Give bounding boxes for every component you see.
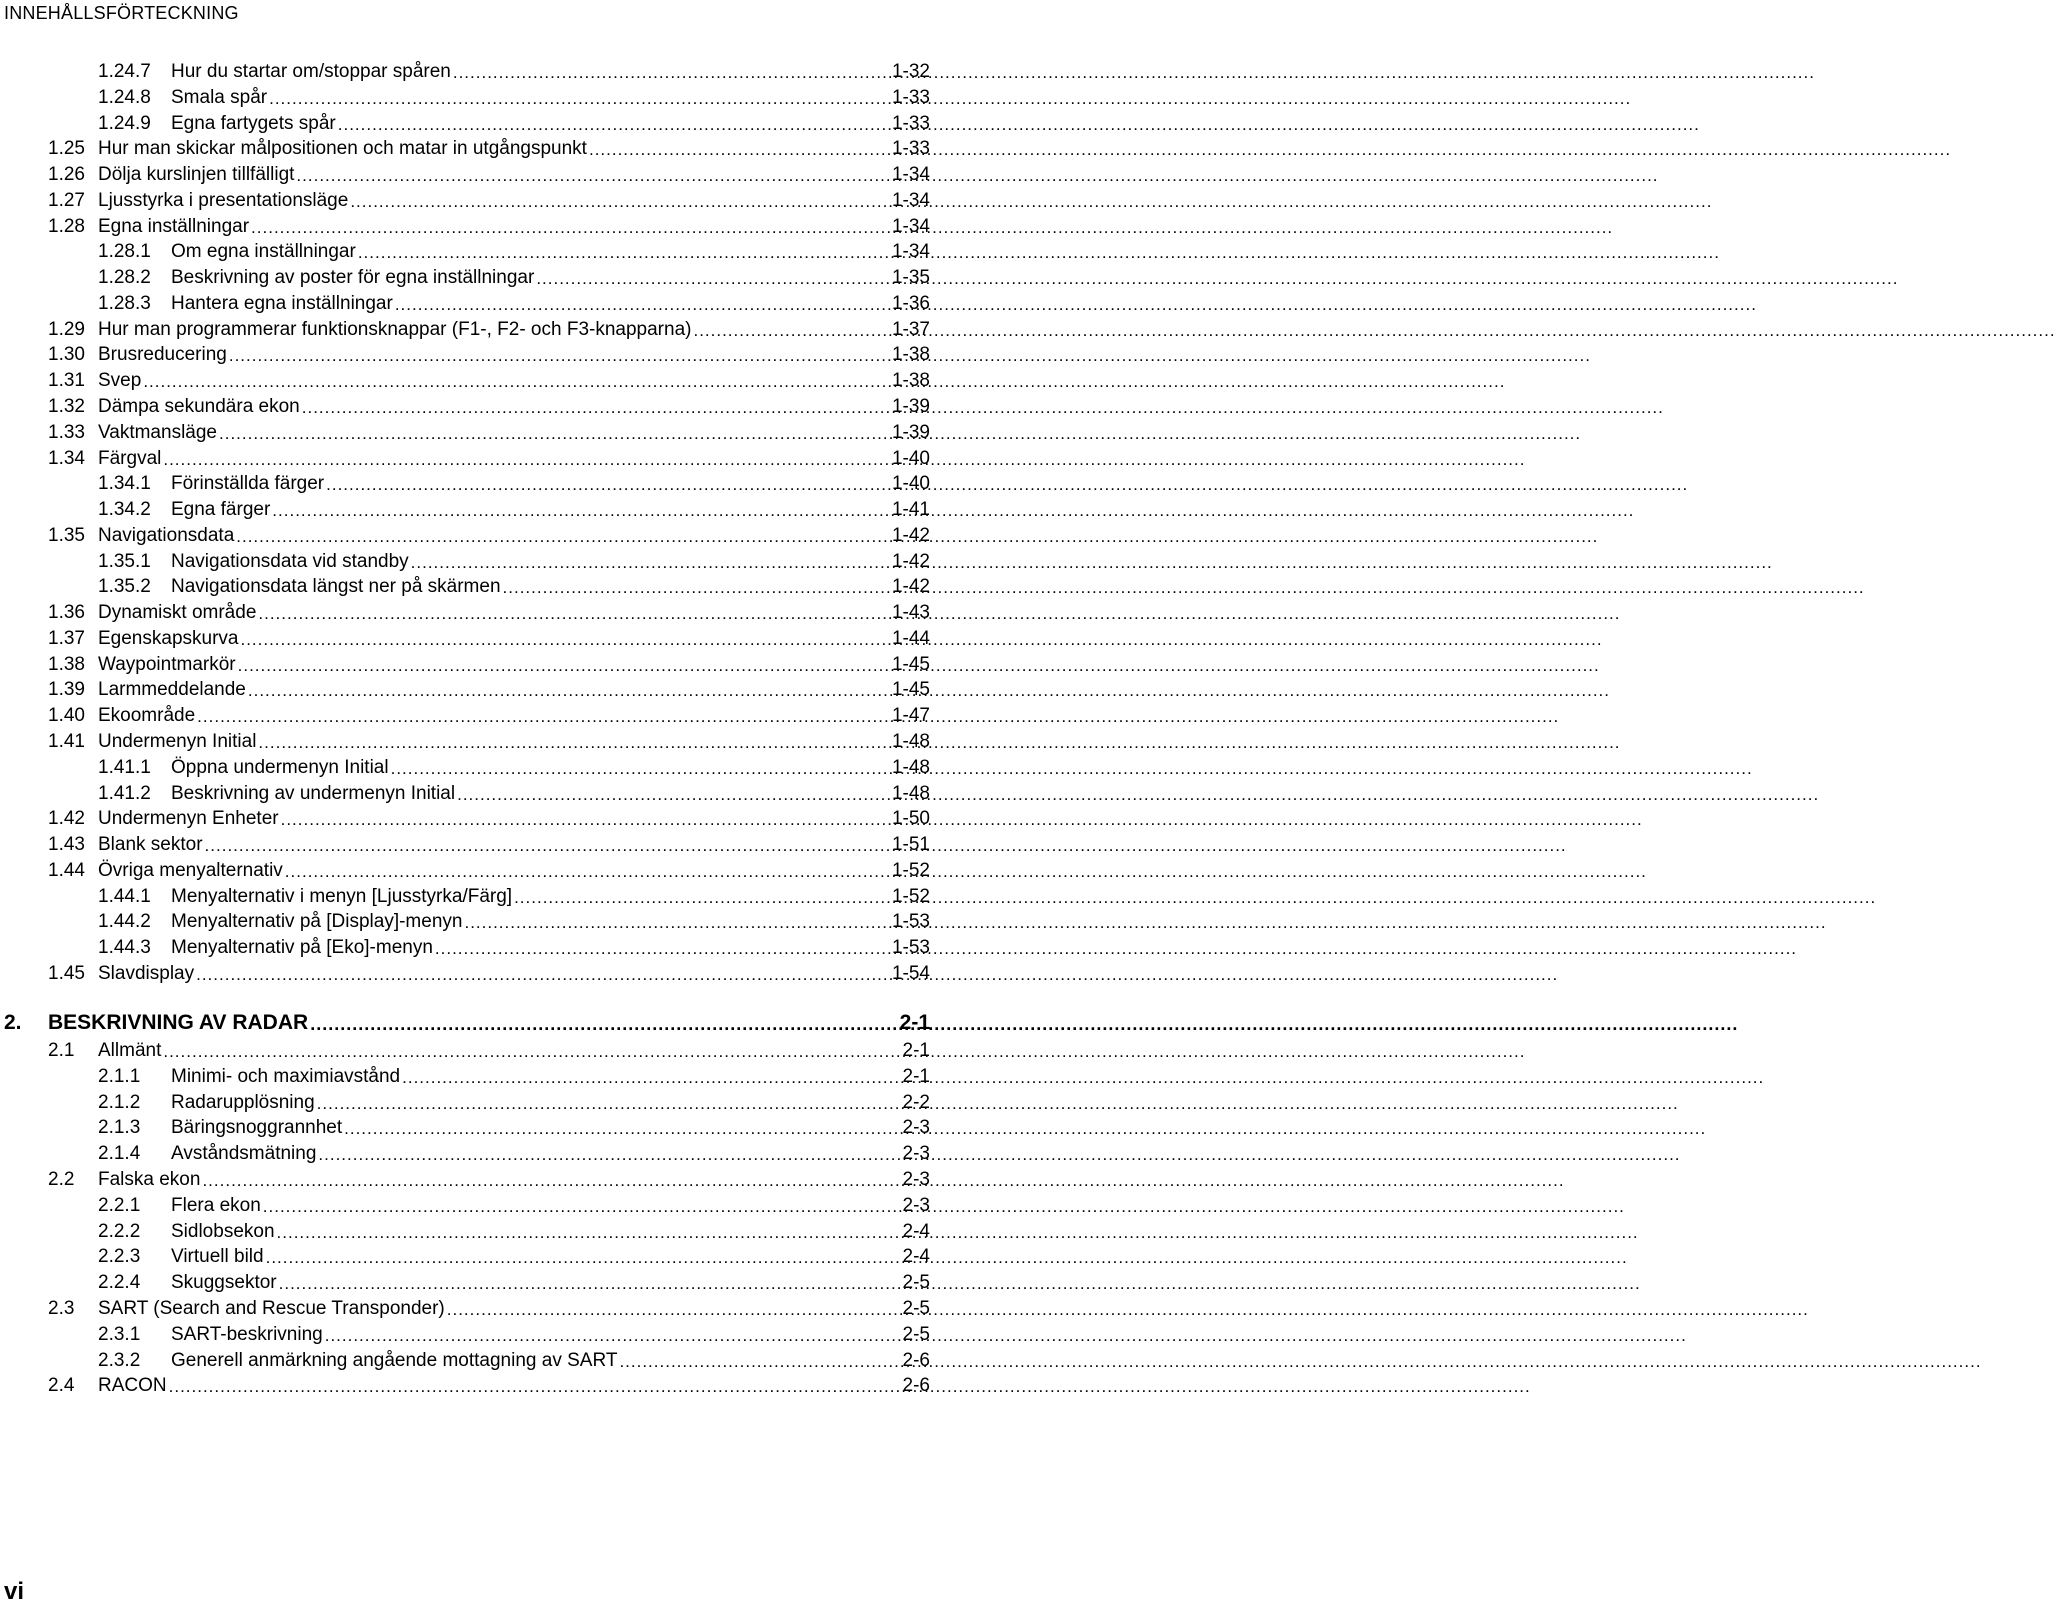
toc-entry-title: Hur man skickar målpositionen och matar in utgångspunkt xyxy=(98,138,587,160)
toc-entry-number: 1.24.8 xyxy=(98,86,151,108)
toc-entry[interactable] xyxy=(48,1036,930,1062)
toc-entry-number: 1.41.1 xyxy=(98,756,151,778)
toc-dot-leader xyxy=(447,1300,901,1320)
toc-entry[interactable] xyxy=(98,1088,930,1114)
toc-entry[interactable] xyxy=(48,624,930,650)
toc-entry-number: 1.43 xyxy=(48,834,85,856)
toc-entry-number: 1.32 xyxy=(48,396,85,417)
toc-entry-page: 1-36 xyxy=(891,292,930,314)
toc-entry-page: 1-53 xyxy=(891,937,930,959)
toc-entry[interactable] xyxy=(98,779,930,805)
toc-dot-leader xyxy=(285,862,890,882)
toc-entry-title: Hantera egna inställningar xyxy=(171,292,393,314)
page-number: vi xyxy=(4,1578,25,1605)
toc-dot-leader xyxy=(391,759,890,779)
toc-entry-number: 1.35.2 xyxy=(98,576,151,598)
toc-entry-title: Blank sektor xyxy=(98,834,203,856)
toc-dot-leader xyxy=(503,578,890,598)
toc-dot-leader xyxy=(169,1377,901,1397)
toc-entry-page: 2-3 xyxy=(902,1117,930,1139)
toc-entry-title: Smala spår xyxy=(171,86,268,108)
toc-entry[interactable] xyxy=(48,186,930,212)
toc-dot-leader xyxy=(402,1068,900,1088)
toc-entry-number: 1.40 xyxy=(48,705,85,727)
running-header: INNEHÅLLSFÖRTECKNING xyxy=(4,3,239,23)
toc-entry[interactable] xyxy=(48,418,930,444)
toc-entry-number: 1.30 xyxy=(48,344,85,366)
toc-entry[interactable] xyxy=(98,495,930,521)
toc-dot-leader xyxy=(693,321,890,341)
toc-dot-leader xyxy=(248,681,890,701)
toc-entry-number: 1.34.2 xyxy=(98,499,151,521)
toc-entry-title: BESKRIVNING AV RADAR xyxy=(48,1011,309,1034)
toc-entry-title: Öppna undermenyn Initial xyxy=(171,756,389,778)
toc-entry-page: 2-1 xyxy=(902,1065,930,1087)
toc-dot-leader xyxy=(143,372,890,392)
toc-entry-title: Skuggsektor xyxy=(171,1272,277,1294)
toc-entry-page: 1-53 xyxy=(891,911,930,933)
toc-entry-number: 2.3.1 xyxy=(98,1323,141,1345)
toc-dot-leader xyxy=(163,450,890,470)
toc-entry-page: 2-2 xyxy=(902,1091,930,1113)
toc-dot-leader xyxy=(240,630,890,650)
toc-entry-title: Flera ekon xyxy=(171,1194,261,1216)
toc-entry-page: 1-48 xyxy=(891,756,930,778)
toc-dot-leader xyxy=(196,965,890,985)
toc-entry-number: 1.44 xyxy=(48,859,85,881)
toc-dot-leader xyxy=(302,398,890,418)
toc-entry-title: Vaktmansläge xyxy=(98,421,217,443)
toc-entry-page: 1-42 xyxy=(891,524,930,546)
toc-entry[interactable] xyxy=(48,701,930,727)
toc-entry-number: 2.1.1 xyxy=(98,1065,141,1087)
toc-dot-leader xyxy=(318,1145,900,1165)
toc-entry-number: 1.42 xyxy=(48,808,85,830)
toc-entry-page: 1-39 xyxy=(891,421,930,443)
toc-entry-number: 2.2 xyxy=(48,1169,75,1190)
toc-dot-leader xyxy=(457,785,890,805)
toc-entry-page: 1-32 xyxy=(891,61,930,82)
toc-entry-number: 1.44.2 xyxy=(98,911,151,933)
toc-entry-title: Navigationsdata xyxy=(98,524,235,546)
toc-dot-leader xyxy=(453,63,890,83)
toc-entry[interactable] xyxy=(98,109,930,135)
toc-entry-page: 1-42 xyxy=(891,550,930,572)
toc-entry-page: 1-35 xyxy=(891,267,930,289)
toc-entry[interactable] xyxy=(48,959,930,985)
toc-entry[interactable] xyxy=(48,727,930,753)
toc-entry-title: Bäringsnoggrannhet xyxy=(171,1117,343,1139)
toc-entry-title: Förinställda färger xyxy=(171,473,325,495)
toc-entry-number: 1.24.7 xyxy=(98,61,151,82)
toc-dot-leader xyxy=(258,733,890,753)
toc-entry-title: Brusreducering xyxy=(98,344,227,366)
toc-entry-number: 1.36 xyxy=(48,602,85,624)
toc-entry-page: 1-45 xyxy=(891,679,930,701)
toc-entry-number: 1.28.1 xyxy=(98,241,151,263)
toc-entry-number: 1.28 xyxy=(48,215,85,237)
toc-entry-number: 2.2.1 xyxy=(98,1194,141,1216)
toc-entry-title: Hur man programmerar funktionsknappar (F1-, F2- och F3-knapparna) xyxy=(98,318,692,340)
toc-entry-title: Menyalternativ i menyn [Ljusstyrka/Färg] xyxy=(171,885,513,907)
toc-entry-title: Larmmeddelande xyxy=(98,679,246,701)
toc-entry-page: 1-48 xyxy=(891,731,930,753)
toc-entry[interactable] xyxy=(98,572,930,598)
toc-entry-number: 1.41.2 xyxy=(98,782,151,804)
toc-entry[interactable] xyxy=(48,134,930,160)
toc-entry-page: 1-52 xyxy=(891,859,930,881)
toc-dot-leader xyxy=(325,1326,901,1346)
toc-entry-title: Hur du startar om/stoppar spåren xyxy=(171,61,451,82)
toc-entry[interactable] xyxy=(48,212,930,238)
toc-dot-leader xyxy=(281,810,890,830)
toc-entry[interactable] xyxy=(98,1062,930,1088)
toc-entry-page: 1-43 xyxy=(891,602,930,624)
toc-entry[interactable] xyxy=(98,1268,930,1294)
toc-entry[interactable] xyxy=(48,675,930,701)
toc-entry-title: Menyalternativ på [Eko]-menyn xyxy=(171,937,433,959)
toc-entry-title: Sidlobsekon xyxy=(171,1220,275,1242)
toc-dot-leader xyxy=(464,913,890,933)
toc-entry-number: 2.2.2 xyxy=(98,1220,141,1242)
toc-entry[interactable] xyxy=(98,1242,930,1268)
toc-entry-title: Radarupplösning xyxy=(171,1091,315,1113)
toc-entry-number: 1.45 xyxy=(48,962,85,984)
toc-dot-leader xyxy=(411,553,890,573)
toc-entry-title: Undermenyn Enheter xyxy=(98,808,279,830)
toc-entry-page: 1-41 xyxy=(891,499,930,521)
toc-entry-number: 2.2.4 xyxy=(98,1272,141,1294)
toc-entry-number: 2.1.2 xyxy=(98,1091,141,1113)
toc-entry-title: Färgval xyxy=(98,447,162,469)
toc-entry-page: 1-33 xyxy=(891,86,930,108)
toc-entry[interactable] xyxy=(98,547,930,573)
toc-entry-number: 1.34 xyxy=(48,447,85,469)
toc-entry[interactable] xyxy=(98,469,930,495)
toc-dot-leader xyxy=(197,707,890,727)
toc-entry-page: 1-47 xyxy=(891,705,930,727)
toc-entry-number: 1.39 xyxy=(48,679,85,701)
toc-entry[interactable] xyxy=(98,1320,930,1346)
toc-entry[interactable] xyxy=(48,1165,930,1191)
toc-entry-number: 1.29 xyxy=(48,318,85,340)
toc-entry-page: 1-34 xyxy=(891,241,930,263)
toc-entry-title: Waypointmarkör xyxy=(98,653,236,675)
toc-entry-title: Övriga menyalternativ xyxy=(98,859,283,881)
toc-entry-title: Avståndsmätning xyxy=(171,1143,317,1165)
toc-entry[interactable] xyxy=(98,1191,930,1217)
toc-entry-title: RACON xyxy=(98,1375,167,1397)
toc-entry-page: 1-37 xyxy=(891,318,930,340)
toc-dot-leader xyxy=(358,243,890,263)
toc-entry-number: 2.3.2 xyxy=(98,1349,141,1371)
toc-entry-page: 1-38 xyxy=(891,344,930,366)
toc-entry-page: 2-4 xyxy=(902,1220,930,1242)
toc-entry-title: Egna fartygets spår xyxy=(171,112,336,134)
toc-entry-page: 1-39 xyxy=(891,396,930,417)
toc-entry-title: Undermenyn Initial xyxy=(98,731,257,753)
toc-entry[interactable] xyxy=(98,289,930,315)
toc-entry-page: 1-33 xyxy=(891,138,930,160)
toc-entry-number: 1.38 xyxy=(48,653,85,675)
toc-dot-leader xyxy=(238,656,890,676)
toc-entry-page: 1-33 xyxy=(891,112,930,134)
toc-entry-title: Minimi- och maximiavstånd xyxy=(171,1065,401,1087)
toc-dot-leader xyxy=(338,115,890,135)
toc-entry-title: Menyalternativ på [Display]-menyn xyxy=(171,911,463,933)
toc-entry-number: 1.24.9 xyxy=(98,112,151,134)
toc-entry-title: Beskrivning av undermenyn Initial xyxy=(171,782,456,804)
toc-entry[interactable] xyxy=(98,882,930,908)
toc-entry-title: Virtuell bild xyxy=(171,1246,264,1268)
toc-entry-number: 1.27 xyxy=(48,189,85,211)
toc-entry-number: 2.2.3 xyxy=(98,1246,141,1268)
toc-entry[interactable] xyxy=(98,1139,930,1165)
toc-entry[interactable] xyxy=(48,830,930,856)
toc-entry-number: 1.33 xyxy=(48,421,85,443)
toc-entry-title: Om egna inställningar xyxy=(171,241,356,263)
toc-dot-leader xyxy=(205,836,890,856)
toc-dot-leader xyxy=(619,1352,900,1372)
toc-dot-leader xyxy=(269,89,890,109)
toc-entry[interactable] xyxy=(48,650,930,676)
toc-entry[interactable] xyxy=(48,444,930,470)
toc-entry[interactable] xyxy=(98,1346,930,1372)
toc-entry-title: Dynamiskt område xyxy=(98,602,257,624)
toc-dot-leader xyxy=(202,1171,900,1191)
toc-dot-leader xyxy=(344,1119,900,1139)
toc-entry-page: 1-40 xyxy=(891,447,930,469)
toc-entry-title: Navigationsdata längst ner på skärmen xyxy=(171,576,501,598)
toc-entry[interactable] xyxy=(98,263,930,289)
toc-dot-leader xyxy=(326,475,890,495)
toc-entry[interactable] xyxy=(98,1113,930,1139)
toc-entry-title: Beskrivning av poster för egna inställningar xyxy=(171,267,535,289)
toc-dot-leader xyxy=(350,192,890,212)
toc-entry-title: SART (Search and Rescue Transponder) xyxy=(98,1298,445,1319)
toc-dot-leader xyxy=(251,218,890,238)
toc-entry-title: Allmänt xyxy=(98,1040,162,1061)
toc-entry-title: Svep xyxy=(98,370,142,392)
toc-dot-leader xyxy=(395,295,890,315)
toc-entry-number: 1.35.1 xyxy=(98,550,151,572)
toc-entry-number: 2.1.4 xyxy=(98,1143,141,1165)
toc-dot-leader xyxy=(266,1248,901,1268)
toc-entry-page: 1-42 xyxy=(891,576,930,598)
toc-dot-leader xyxy=(589,140,890,160)
toc-entry-number: 1.41 xyxy=(48,731,85,753)
toc-entry[interactable] xyxy=(48,856,930,882)
toc-entry-number: 1.25 xyxy=(48,138,85,160)
toc-entry-page: 1-51 xyxy=(891,834,930,856)
toc-entry-page: 1-45 xyxy=(891,653,930,675)
toc-entry[interactable] xyxy=(48,1371,930,1397)
toc-entry-number: 1.44.3 xyxy=(98,937,151,959)
toc-entry-page: 1-54 xyxy=(891,962,930,984)
toc-dot-leader xyxy=(272,501,890,521)
toc-entry-page: 2-5 xyxy=(902,1272,930,1294)
toc-entry[interactable] xyxy=(98,1217,930,1243)
toc-entry[interactable] xyxy=(48,392,930,418)
toc-dot-leader xyxy=(296,166,890,186)
toc-entry-number: 1.37 xyxy=(48,627,85,649)
toc-entry-page: 1-40 xyxy=(891,473,930,495)
toc-dot-leader xyxy=(317,1094,901,1114)
toc-entry[interactable] xyxy=(98,753,930,779)
toc-entry-page: 2-1 xyxy=(902,1040,930,1061)
toc-entry-page: 2-5 xyxy=(902,1298,930,1319)
toc-entry-number: 1.28.3 xyxy=(98,292,151,314)
toc-dot-leader xyxy=(435,939,890,959)
toc-entry-number: 1.28.2 xyxy=(98,267,151,289)
toc-entry[interactable] xyxy=(48,521,930,547)
toc-entry-title: Generell anmärkning angående mottagning av SART xyxy=(171,1349,618,1371)
toc-dot-leader xyxy=(279,1274,901,1294)
toc-dot-leader xyxy=(236,527,890,547)
toc-dot-leader xyxy=(258,604,890,624)
toc-entry-page: 1-34 xyxy=(891,164,930,186)
toc-entry-number: 1.31 xyxy=(48,370,85,392)
toc-entry-title: Egenskapskurva xyxy=(98,627,239,649)
toc-entry[interactable] xyxy=(48,315,930,341)
toc-entry-title: Egna färger xyxy=(171,499,271,521)
toc-entry-title: Falska ekon xyxy=(98,1169,201,1190)
toc-entry-title: Ljusstyrka i presentationsläge xyxy=(98,189,349,211)
toc-entry-page: 1-50 xyxy=(891,808,930,830)
toc-entry-title: Dölja kurslinjen tillfälligt xyxy=(98,164,295,186)
toc-entry[interactable] xyxy=(48,598,930,624)
toc-entry[interactable] xyxy=(48,340,930,366)
toc-entry[interactable] xyxy=(98,933,930,959)
toc-entry[interactable] xyxy=(48,160,930,186)
toc-entry-number: 2. xyxy=(4,1011,22,1034)
toc-entry-number: 2.1.3 xyxy=(98,1117,141,1139)
toc-entry[interactable] xyxy=(98,57,930,83)
toc-entry-number: 1.26 xyxy=(48,164,85,186)
toc-entry-number: 2.3 xyxy=(48,1298,75,1319)
toc-entry[interactable] xyxy=(98,907,930,933)
toc-dot-leader xyxy=(536,269,890,289)
toc-entry-number: 1.44.1 xyxy=(98,885,151,907)
toc-entry-title: SART-beskrivning xyxy=(171,1323,323,1345)
toc-entry[interactable] xyxy=(98,83,930,109)
toc-entry-page: 2-3 xyxy=(902,1194,930,1216)
toc-dot-leader xyxy=(219,424,890,444)
toc-entry[interactable] xyxy=(48,804,930,830)
toc-entry-title: Navigationsdata vid standby xyxy=(171,550,409,572)
toc-entry[interactable] xyxy=(48,366,930,392)
toc-entry-page: 2-3 xyxy=(902,1169,930,1190)
toc-entry-page: 1-34 xyxy=(891,189,930,211)
toc-entry-page: 2-4 xyxy=(902,1246,930,1268)
toc-dot-leader xyxy=(229,346,890,366)
toc-entry-page: 2-3 xyxy=(902,1143,930,1165)
toc-entry-page: 2-1 xyxy=(899,1011,930,1034)
toc-entry[interactable] xyxy=(98,237,930,263)
toc-entry-title: Slavdisplay xyxy=(98,962,195,984)
toc-entry-page: 1-38 xyxy=(891,370,930,392)
toc-entry-page: 1-34 xyxy=(891,215,930,237)
toc-entry-title: Ekoområde xyxy=(98,705,196,727)
toc-entry-page: 2-6 xyxy=(902,1375,930,1397)
toc-entry-page: 2-6 xyxy=(902,1349,930,1371)
toc-entry-title: Dämpa sekundära ekon xyxy=(98,396,300,417)
toc-dot-leader xyxy=(277,1223,901,1243)
toc-entry-number: 2.1 xyxy=(48,1040,75,1061)
toc-entry-page: 2-5 xyxy=(902,1323,930,1345)
toc-chapter-entry[interactable] xyxy=(4,1009,930,1035)
toc-dot-leader xyxy=(163,1042,900,1062)
toc-entry-number: 2.4 xyxy=(48,1375,75,1397)
toc-entry-page: 1-52 xyxy=(891,885,930,907)
toc-entry-number: 1.34.1 xyxy=(98,473,151,495)
toc-entry-title: Egna inställningar xyxy=(98,215,250,237)
toc-entry-number: 1.35 xyxy=(48,524,85,546)
toc-entry[interactable] xyxy=(48,1294,930,1320)
toc-dot-leader xyxy=(310,1014,897,1035)
toc-dot-leader xyxy=(263,1197,901,1217)
toc-entry-page: 1-48 xyxy=(891,782,930,804)
toc-entry-page: 1-44 xyxy=(891,627,930,649)
toc-dot-leader xyxy=(514,888,890,908)
